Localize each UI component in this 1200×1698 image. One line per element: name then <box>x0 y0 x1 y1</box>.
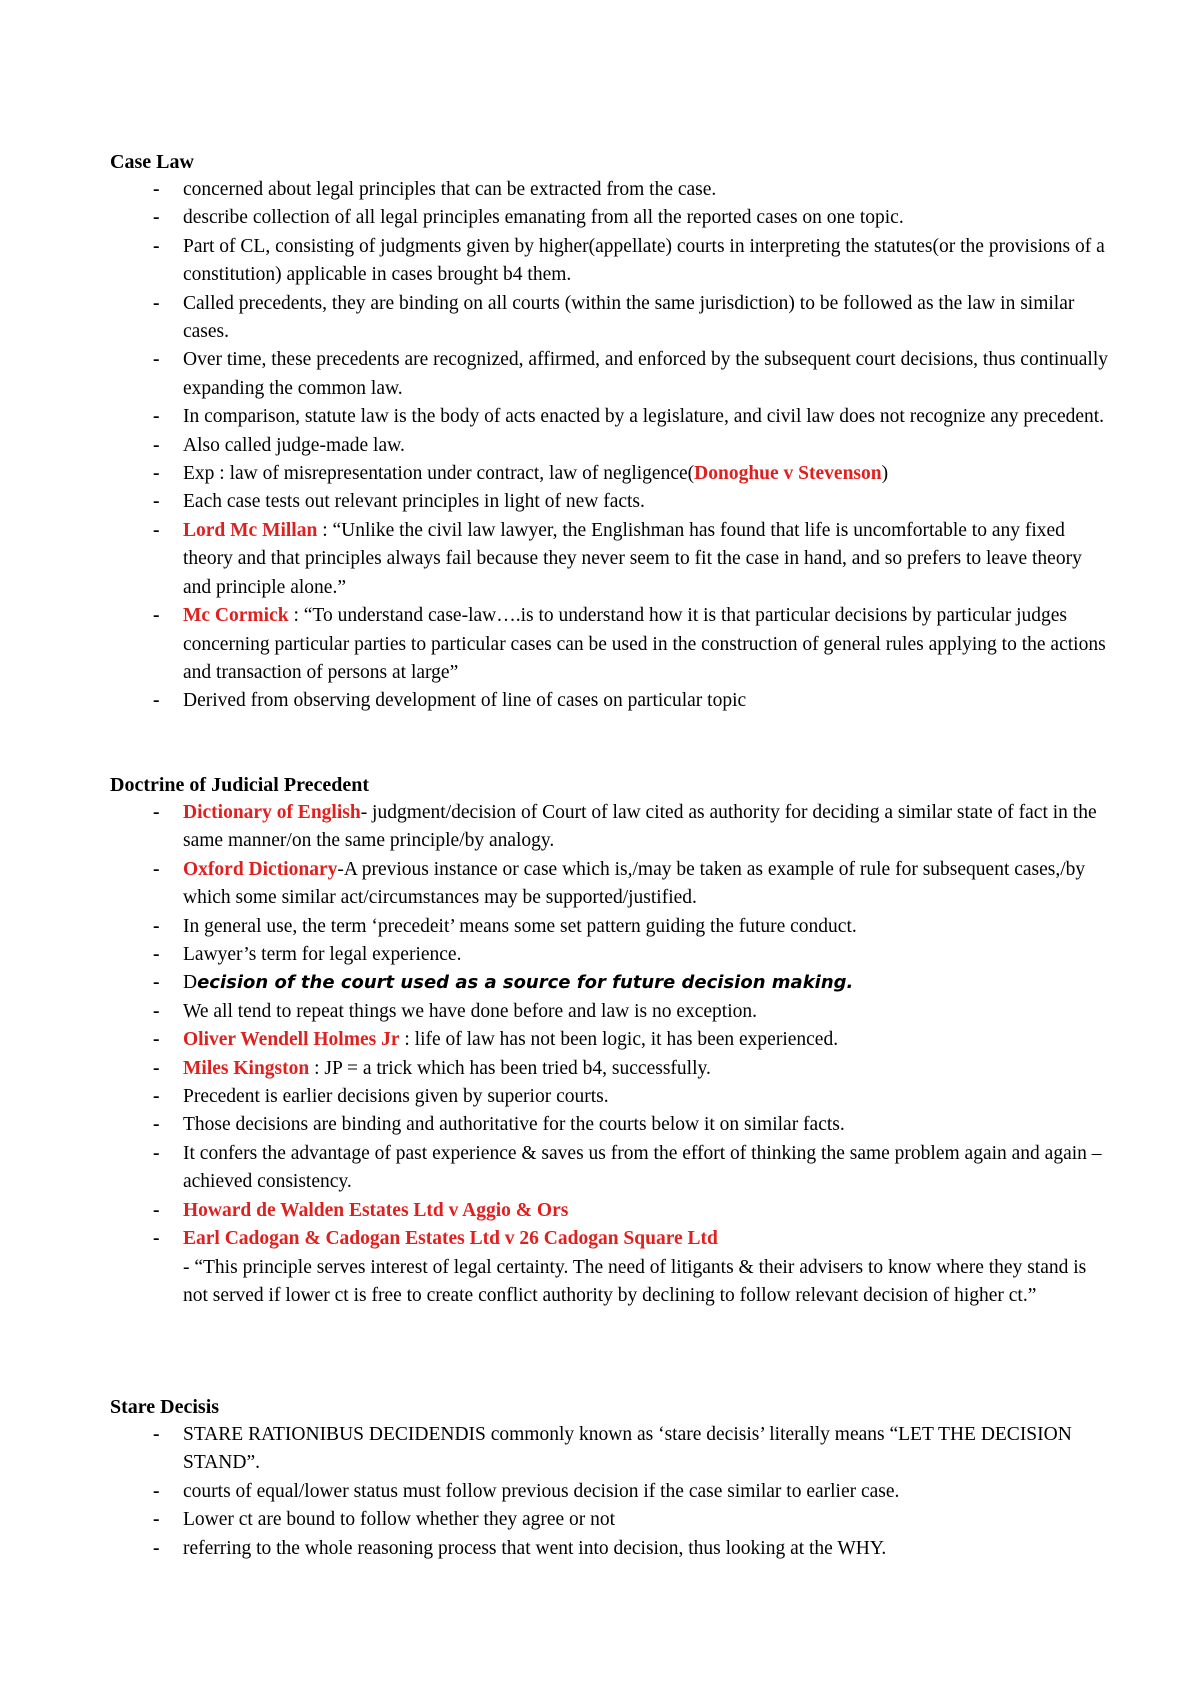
list-item: - describe collection of all legal principles emanating from all the reported cases on one topic. <box>110 204 1110 232</box>
list-item-holmes <box>110 1026 1110 1054</box>
list-item-decision <box>110 969 1110 997</box>
list-item: - Derived from observing development of line of cases on particular topic <box>110 687 1110 715</box>
doctrine-list <box>110 799 1110 1310</box>
list-item: - Over time, these precedents are recognized, affirmed, and enforced by the subsequent court decisions, thus continually expanding the common law. <box>110 346 1110 403</box>
list-item-oxford <box>110 856 1110 913</box>
list-item: - Those decisions are binding and authoritative for the courts below it on similar facts. <box>110 1111 1110 1139</box>
heading-stare-decisis: Stare Decisis <box>110 1396 220 1418</box>
decision-prefix: D <box>183 972 198 994</box>
list-item-exp <box>110 460 1110 488</box>
author-kingston: Miles Kingston <box>183 1057 310 1079</box>
list-item: - It confers the advantage of past experience & saves us from the effort of thinking the same problem again and again – achieved consistency. <box>110 1140 1110 1197</box>
list-item-macmillan <box>110 517 1110 602</box>
author-macmillan: Lord Mc Millan <box>183 519 318 541</box>
source-dictionary-of-english: Dictionary of English <box>183 802 361 823</box>
quote-mccormick: : “To understand case-law….is to understand how it is that particular decisions by particular judges concerning particular parties to particular cases can be used in the construction of general rules applying to the actions and transaction of persons at large” <box>183 605 1106 683</box>
list-item: - Precedent is earlier decisions given by superior courts. <box>110 1083 1110 1111</box>
list-item: - Each case tests out relevant principles in light of new facts. <box>110 488 1110 516</box>
list-item: - In general use, the term ‘precedeit’ means some set pattern guiding the future conduct. <box>110 913 1110 941</box>
author-mccormick: Mc Cormick <box>183 605 289 627</box>
heading-doctrine: Doctrine of Judicial Precedent <box>110 774 370 796</box>
list-item: - Lower ct are bound to follow whether they agree or not <box>110 1506 1110 1534</box>
list-item: - Called precedents, they are binding on all courts (within the same jurisdiction) to be followed as the law in similar cases. <box>110 290 1110 347</box>
list-item-mccormick <box>110 602 1110 687</box>
case-name-donoghue: Donoghue v Stevenson <box>694 463 882 485</box>
quote-macmillan: : “Unlike the civil law lawyer, the Englishman has found that life is uncomfortable to any fixed theory and that principles always fail because they never seem to fit the case in hand, and so prefers to leave theory and principle alone.” <box>183 519 1082 598</box>
list-item: - STARE RATIONIBUS DECIDENDIS commonly known as ‘stare decisis’ literally means “LET THE DECISION STAND”. <box>110 1421 1110 1478</box>
author-holmes: Oliver Wendell Holmes Jr <box>183 1029 400 1051</box>
list-item: - Lawyer’s term for legal experience. <box>110 941 1110 969</box>
definition-text: - judgment/decision of Court of law cited as authority for deciding a similar state of fact in the same manner/on the same principle/by analogy. <box>183 802 1097 852</box>
list-item: - Part of CL, consisting of judgments given by higher(appellate) courts in interpreting the statutes(or the provisions of a constitution) applicable in cases brought b4 them. <box>110 233 1110 290</box>
quote-kingston: : JP = a trick which has been tried b4, successfully. <box>309 1057 711 1079</box>
exp-close: ) <box>881 463 889 485</box>
list-item: - courts of equal/lower status must follow previous decision if the case similar to earlier case. <box>110 1478 1110 1506</box>
heading-case-law: Case Law <box>110 151 194 173</box>
list-item: - referring to the whole reasoning process that went into decision, thus looking at the WHY. <box>110 1535 1110 1563</box>
quote-holmes: : life of law has not been logic, it has been experienced. <box>399 1029 839 1051</box>
cadogan-quote: - “This principle serves interest of legal certainty. The need of litigants & their advisers to know where they stand is not served if lower ct is free to create conflict authority by declining to follow relevant decision of higher ct.” <box>183 1256 1087 1306</box>
list-item-kingston <box>110 1055 1110 1083</box>
source-oxford-dictionary: Oxford Dictionary <box>183 858 338 880</box>
list-item: - In comparison, statute law is the body of acts enacted by a legislature, and civil law does not recognize any precedent. <box>110 403 1110 431</box>
definition-text: -A previous instance or case which is,/may be taken as example of rule for subsequent cases,/by which some similar act/circumstances may be supported/justified. <box>183 858 1086 909</box>
list-item-howard <box>110 1197 1110 1225</box>
list-item-dict-english <box>110 799 1110 856</box>
list-item: - Also called judge-made law. <box>110 432 1110 460</box>
case-law-list <box>110 176 1110 716</box>
case-name-howard: Howard de Walden Estates Ltd v Aggio & Ors <box>183 1199 569 1221</box>
section-doctrine <box>110 771 1110 1310</box>
decision-emphasis: ecision of the court used as a source for future decision making. <box>197 972 854 994</box>
exp-text: Exp : law of misrepresentation under contract, law of negligence( <box>183 463 695 485</box>
list-item: - concerned about legal principles that can be extracted from the case. <box>110 176 1110 204</box>
section-case-law <box>110 148 1110 716</box>
list-item: - We all tend to repeat things we have done before and law is no exception. <box>110 998 1110 1026</box>
stare-list <box>110 1421 1110 1563</box>
case-name-cadogan: Earl Cadogan & Cadogan Estates Ltd v 26 Cadogan Square Ltd <box>183 1228 718 1250</box>
list-item-cadogan <box>110 1225 1110 1253</box>
section-stare-decisis <box>110 1393 1110 1563</box>
